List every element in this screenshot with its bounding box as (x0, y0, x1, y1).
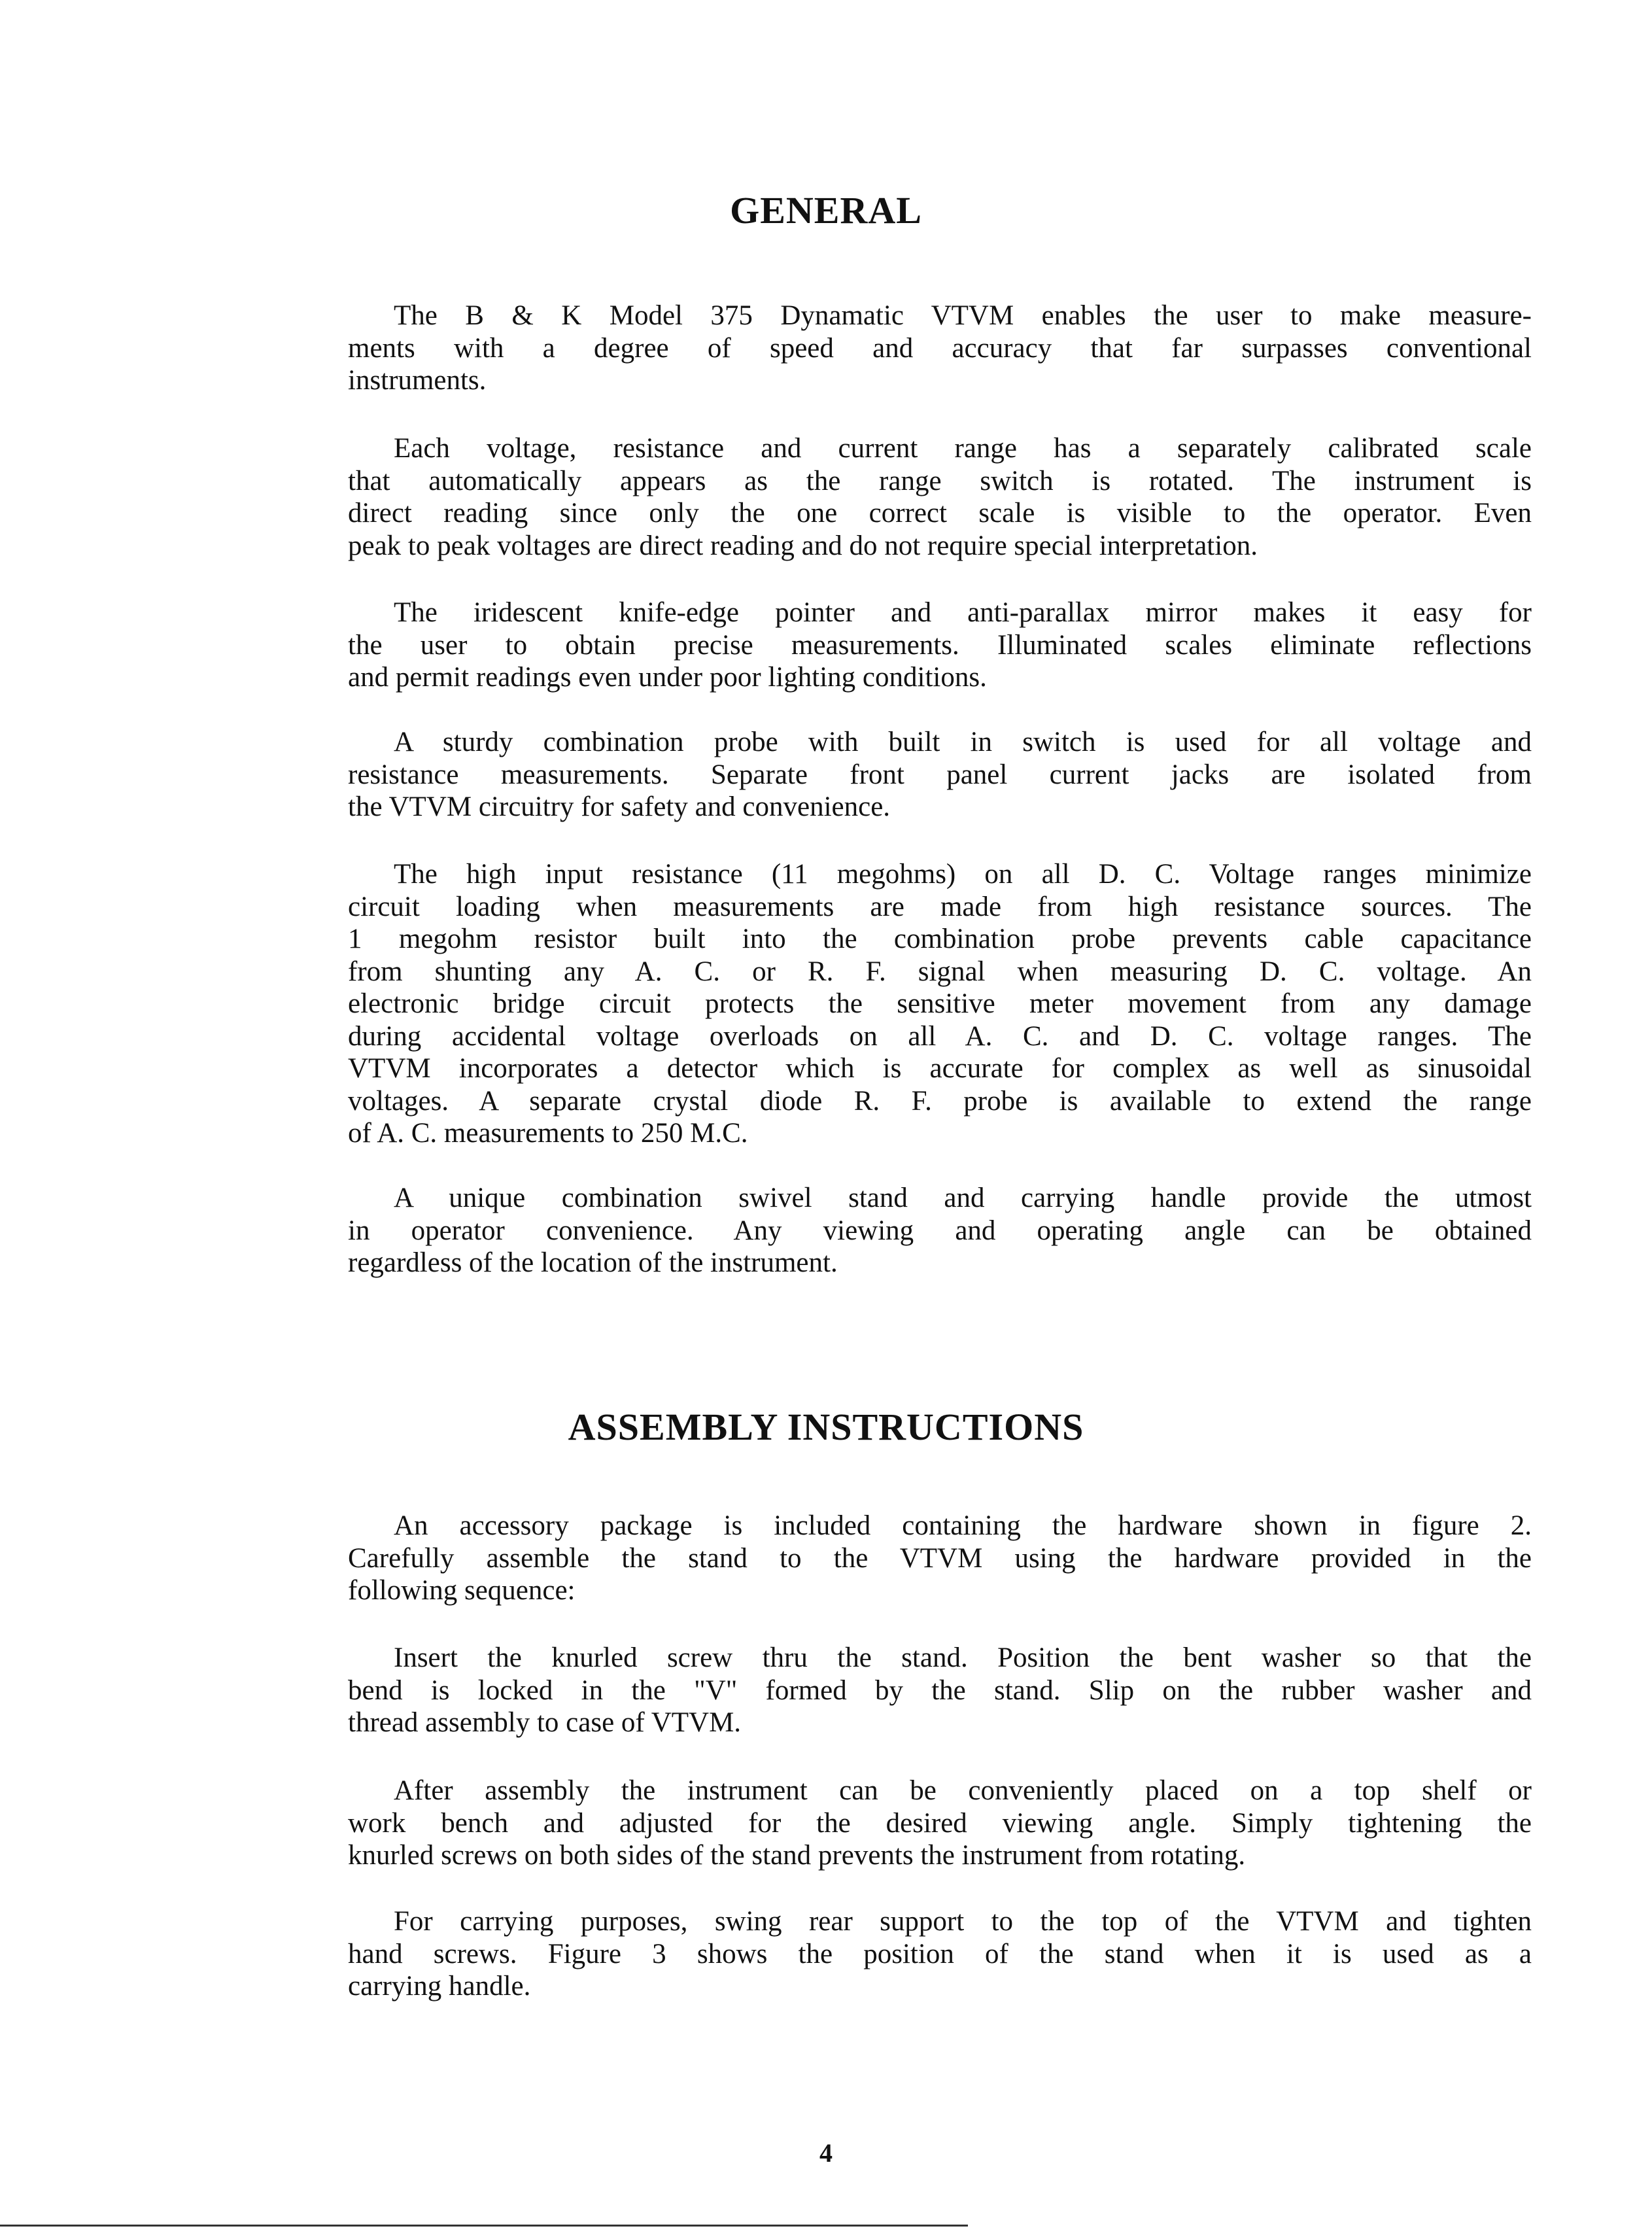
paragraph (348, 1905, 1532, 2003)
text-line: during accidental voltage overloads on all A. C. and D. C. voltage ranges. The (348, 1020, 1532, 1052)
text-line: electronic bridge circuit protects the sensitive meter movement from any damage (348, 988, 1532, 1019)
text-line: Carefully assemble the stand to the VTVM using the hardware provided in the (348, 1542, 1532, 1574)
text-line: VTVM incorporates a detector which is accurate for complex as well as sinusoidal (348, 1053, 1532, 1084)
bottom-rule (0, 2225, 968, 2227)
text-line: that automatically appears as the range switch is rotated. The instrument is (348, 465, 1532, 496)
text-line: and permit readings even under poor lighting conditions. (348, 662, 987, 693)
text-line: work bench and adjusted for the desired viewing angle. Simply tightening the (348, 1807, 1532, 1839)
text-line: knurled screws on both sides of the stand prevents the instrument from rotating. (348, 1840, 1246, 1871)
text-line: peak to peak voltages are direct reading and do not require special interpretation. (348, 530, 1258, 561)
paragraph (348, 432, 1532, 562)
text-line: of A. C. measurements to 250 M.C. (348, 1118, 748, 1149)
text-line: in operator convenience. Any viewing and operating angle can be obtained (348, 1215, 1532, 1246)
text-line: 1 megohm resistor built into the combination probe prevents cable capacitance (348, 924, 1532, 954)
text-line: After assembly the instrument can be conveniently placed on a top shelf or (394, 1775, 1532, 1806)
text-line: The iridescent knife-edge pointer and anti-parallax mirror makes it easy for (394, 597, 1532, 628)
text-line: Each voltage, resistance and current range has a separately calibrated scale (394, 433, 1532, 464)
text-line: bend is locked in the "V" formed by the stand. Slip on the rubber washer and (348, 1674, 1532, 1706)
text-line: The high input resistance (11 megohms) on all D. C. Voltage ranges minimize (394, 859, 1532, 890)
text-line: from shunting any A. C. or R. F. signal when measuring D. C. voltage. An (348, 956, 1532, 987)
heading-assembly-instructions: ASSEMBLY INSTRUCTIONS (568, 1406, 1084, 1448)
text-line: the VTVM circuitry for safety and convenience. (348, 791, 891, 822)
text-line: instruments. (348, 365, 487, 396)
text-line: direct reading since only the one correct scale is visible to the operator. Even (348, 498, 1532, 529)
page-number: 4 (819, 2138, 833, 2168)
text-line: For carrying purposes, swing rear support to the top of the VTVM and tighten (394, 1906, 1532, 1937)
paragraph (348, 858, 1532, 1150)
text-line: thread assembly to case of VTVM. (348, 1707, 742, 1738)
text-line: resistance measurements. Separate front panel current jacks are isolated from (348, 759, 1532, 790)
text-line: ments with a degree of speed and accuracy that far surpasses conventional (348, 332, 1532, 364)
text-line: circuit loading when measurements are made from high resistance sources. The (348, 891, 1532, 922)
text-line: carrying handle. (348, 1971, 531, 2002)
text-line: A unique combination swivel stand and carrying handle provide the utmost (394, 1183, 1532, 1213)
text-line: following sequence: (348, 1575, 576, 1606)
paragraph (348, 1642, 1532, 1739)
paragraph (348, 1775, 1532, 1872)
text-line: regardless of the location of the instrument. (348, 1247, 838, 1278)
paragraph (348, 597, 1532, 694)
paragraph (348, 1182, 1532, 1279)
text-line: hand screws. Figure 3 shows the position of the stand when it is used as a (348, 1938, 1532, 1969)
text-line: An accessory package is included containing the hardware shown in figure 2. (394, 1510, 1532, 1541)
text-line: A sturdy combination probe with built in switch is used for all voltage and (394, 727, 1532, 757)
heading-general: GENERAL (730, 189, 922, 232)
text-line: The B & K Model 375 Dynamatic VTVM enables the user to make measure- (394, 300, 1532, 331)
text-line: Insert the knurled screw thru the stand. Position the bent washer so that the (394, 1642, 1532, 1673)
text-line: the user to obtain precise measurements. Illuminated scales eliminate reflections (348, 629, 1532, 661)
paragraph (348, 300, 1532, 397)
paragraph (348, 726, 1532, 824)
paragraph (348, 1510, 1532, 1607)
text-line: voltages. A separate crystal diode R. F. probe is available to extend the range (348, 1085, 1532, 1117)
